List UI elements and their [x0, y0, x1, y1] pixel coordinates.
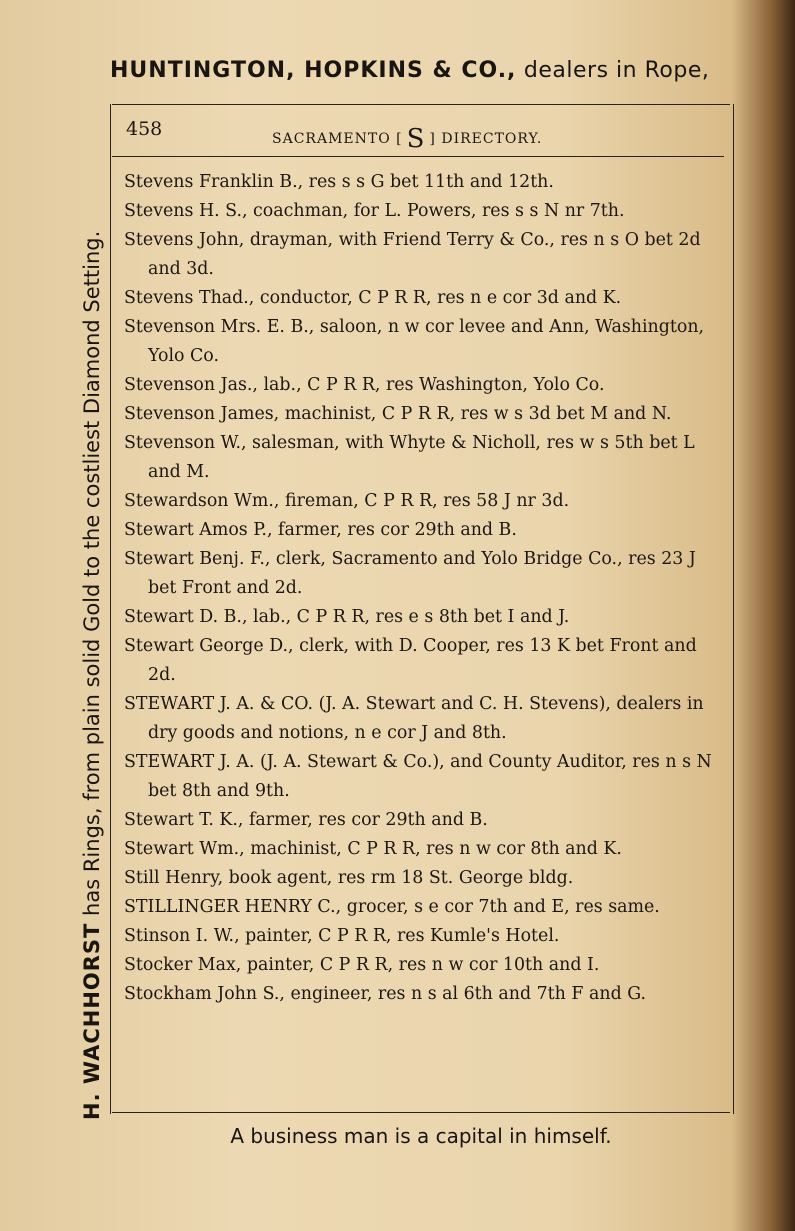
title-word: DIRECTORY.: [441, 131, 543, 147]
directory-entry: Still Henry, book agent, res rm 18 St. George bldg.: [124, 868, 574, 888]
page-number: 458: [126, 118, 163, 140]
directory-entry: Stevens H. S., coachman, for L. Powers, res s s N nr 7th.: [124, 201, 625, 221]
top-advertisement-banner: [110, 58, 750, 83]
banner-firm-name: HUNTINGTON, HOPKINS & CO.,: [110, 58, 517, 83]
directory-entry: Stevens John, drayman, with Friend Terry & Co., res n s O bet 2d and 3d.: [124, 230, 701, 279]
running-head: [112, 116, 722, 154]
directory-entry: Stewart George D., clerk, with D. Cooper, res 13 K bet Front and 2d.: [124, 636, 697, 685]
directory-entry: Stewardson Wm., fireman, C P R R, res 58 J nr 3d.: [124, 491, 570, 511]
directory-entry: Stinson I. W., painter, C P R R, res Kumle's Hotel.: [124, 926, 560, 946]
directory-entry: STEWART J. A. (J. A. Stewart & Co.), and County Auditor, res n s N bet 8th and 9th.: [124, 752, 712, 801]
title-bracket-open: [: [396, 131, 403, 147]
directory-entry: Stewart Amos P., farmer, res cor 29th and B.: [124, 520, 517, 540]
directory-entry: Stevenson Mrs. E. B., saloon, n w cor levee and Ann, Washington, Yolo Co.: [124, 317, 705, 366]
bottom-rule: [112, 1112, 730, 1113]
directory-entry: Stevenson James, machinist, C P R R, res w s 3d bet M and N.: [124, 404, 672, 424]
title-bracket-close: ]: [429, 131, 436, 147]
top-rule: [112, 104, 730, 105]
directory-entry: Stewart Benj. F., clerk, Sacramento and Yolo Bridge Co., res 23 J bet Front and 2d.: [124, 549, 696, 598]
directory-title: [272, 120, 543, 154]
directory-entry: Stevens Franklin B., res s s G bet 11th and 12th.: [124, 172, 554, 192]
directory-entry: STILLINGER HENRY C., grocer, s e cor 7th and E, res same.: [124, 897, 660, 917]
footer-advertisement: A business man is a capital in himself.: [230, 1124, 612, 1148]
directory-entry: STEWART J. A. & CO. (J. A. Stewart and C. H. Stevens), dealers in dry goods and notions, n e cor J and 8th.: [124, 694, 704, 743]
directory-entry: Stockham John S., engineer, res n s al 6th and 7th F and G.: [124, 984, 647, 1004]
directory-entries: [124, 168, 720, 1009]
header-rule: [112, 156, 724, 157]
directory-entry: Stevenson W., salesman, with Whyte & Nicholl, res w s 5th bet L and M.: [124, 433, 695, 482]
directory-entry: Stocker Max, painter, C P R R, res n w cor 10th and I.: [124, 955, 600, 975]
directory-entry: Stewart D. B., lab., C P R R, res e s 8th bet I and J.: [124, 607, 570, 627]
title-city: SACRAMENTO: [272, 131, 391, 147]
side-ad-name: H. WACHHORST: [80, 922, 104, 1120]
directory-entry: Stewart T. K., farmer, res cor 29th and B.: [124, 810, 488, 830]
side-advertisement: [80, 90, 104, 1120]
section-letter: S: [406, 124, 426, 154]
directory-entry: Stevens Thad., conductor, C P R R, res n e cor 3d and K.: [124, 288, 622, 308]
directory-entry: Stewart Wm., machinist, C P R R, res n w cor 8th and K.: [124, 839, 622, 859]
side-ad-text: has Rings, from plain solid Gold to the costliest Diamond Setting.: [80, 230, 104, 923]
banner-text: dealers in Rope,: [516, 58, 710, 83]
directory-entry: Stevenson Jas., lab., C P R R, res Washington, Yolo Co.: [124, 375, 605, 395]
